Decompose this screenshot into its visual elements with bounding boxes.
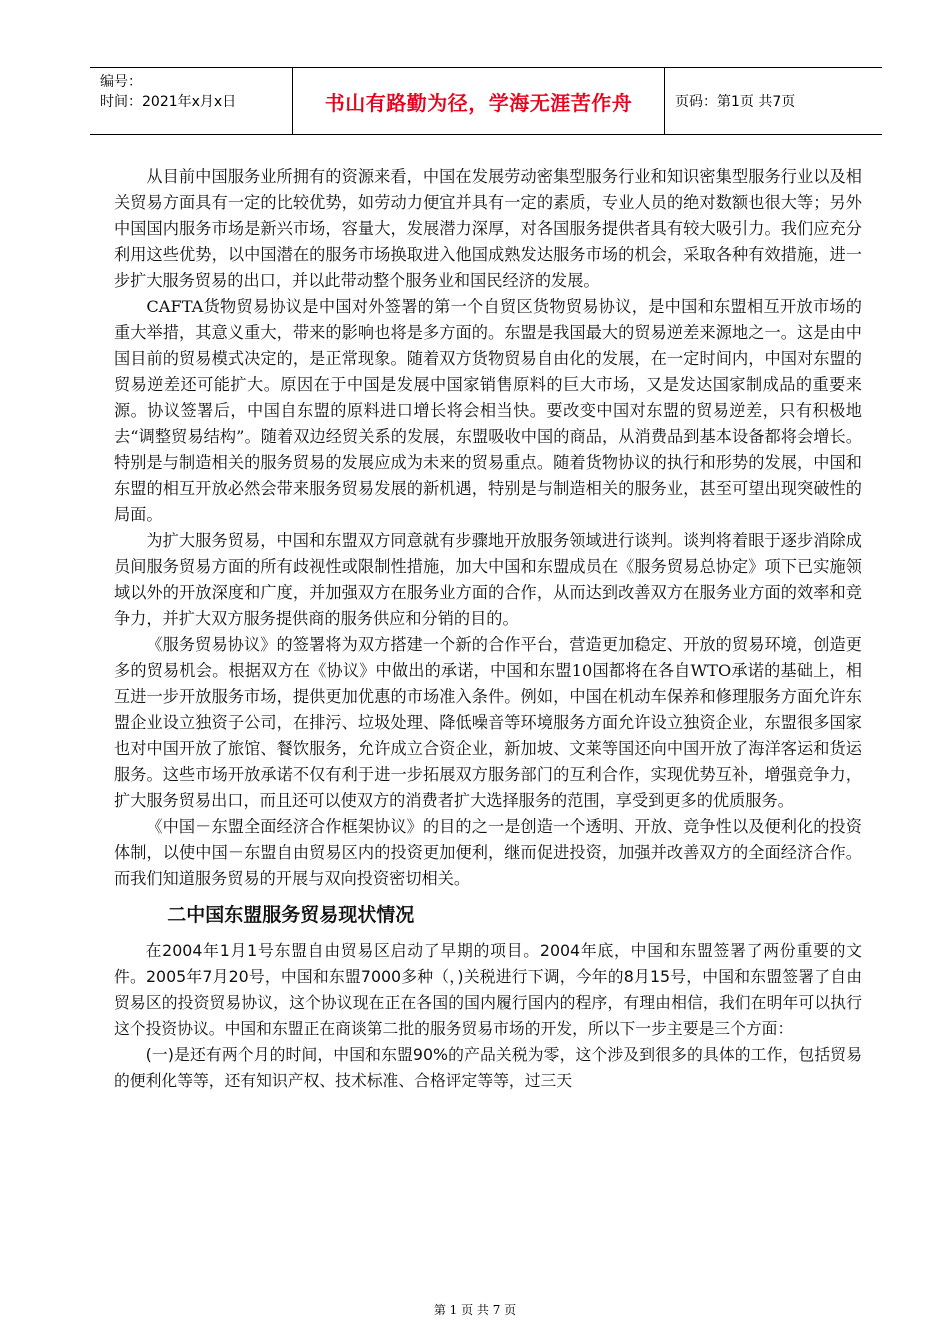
- section-heading: 二中国东盟服务贸易现状情况: [167, 904, 415, 926]
- paragraph-6: 在2004年1月1号东盟自由贸易区启动了早期的项目。2004年底，中国和东盟签署了两份重要的文件。2005年7月20号，中国和东盟7000多种（，)关税进行下调，今年的8月15号，中国和东盟签署了自由贸易区的投资贸易协议，这个协议现在正在各国的国内履行国内的程序，有理由相信，我们在明年可以执行这个投资协议。中国和东盟正在商谈第二批的服务贸易市场的开发，所以下一步主要是三个方面：: [114, 941, 862, 1038]
- paragraph-7: (一)是还有两个月的时间，中国和东盟90%的产品关税为零，这个涉及到很多的具体的工作，包括贸易的便利化等等，还有知识产权、技术标准、合格评定等等，过三天: [114, 1045, 862, 1090]
- document-time-label: 时间：2021年x月x日: [100, 94, 237, 110]
- page-header: [90, 67, 882, 135]
- header-meta: [90, 68, 293, 134]
- document-body: [114, 164, 862, 1094]
- paragraph-1: 从目前中国服务业所拥有的资源来看，中国在发展劳动密集型服务行业和知识密集型服务行业以及相关贸易方面具有一定的比较优势，如劳动力便宜并具有一定的素质，专业人员的绝对数额也很大等；另外中国国内服务市场是新兴市场，容量大，发展潜力深厚，对各国服务提供者具有较大吸引力。我们应充分利用这些优势，以中国潜在的服务市场换取进入他国成熟发达服务市场的机会，采取各种有效措施，进一步扩大服务贸易的出口，并以此带动整个服务业和国民经济的发展。: [114, 167, 862, 290]
- header-motto: 书山有路勤为径，学海无涯苦作舟: [293, 68, 665, 134]
- header-page-number: 页码：第1页 共7页: [675, 94, 796, 110]
- paragraph-3: 为扩大服务贸易，中国和东盟双方同意就有步骤地开放服务领域进行谈判。谈判将着眼于逐步消除成员间服务贸易方面的所有歧视性或限制性措施，加大中国和东盟成员在《服务贸易总协定》项下已实施领域以外的开放深度和广度，并加强双方在服务业方面的合作，从而达到改善双方在服务业方面的效率和竞争力，并扩大双方服务提供商的服务供应和分销的目的。: [114, 531, 862, 628]
- paragraph-2: CAFTA货物贸易协议是中国对外签署的第一个自贸区货物贸易协议，是中国和东盟相互开放市场的重大举措，其意义重大，带来的影响也将是多方面的。东盟是我国最大的贸易逆差来源地之一。这是由中国目前的贸易模式决定的，是正常现象。随着双方货物贸易自由化的发展，在一定时间内，中国对东盟的贸易逆差还可能扩大。原因在于中国是发展中国家销售原料的巨大市场，又是发达国家制成品的重要来源。协议签署后，中国自东盟的原料进口增长将会相当快。要改变中国对东盟的贸易逆差，只有积极地去“调整贸易结构”。随着双边经贸关系的发展，东盟吸收中国的商品，从消费品到基本设备都将会增长。特别是与制造相关的服务贸易的发展应成为未来的贸易重点。随着货物协议的执行和形势的发展，中国和东盟的相互开放必然会带来服务贸易发展的新机遇，特别是与制造相关的服务业，甚至可望出现突破性的局面。: [114, 297, 862, 524]
- paragraph-4: 《服务贸易协议》的签署将为双方搭建一个新的合作平台，营造更加稳定、开放的贸易环境，创造更多的贸易机会。根据双方在《协议》中做出的承诺，中国和东盟10国都将在各自WTO承诺的基础上，相互进一步开放服务市场，提供更加优惠的市场准入条件。例如，中国在机动车保养和修理服务方面允许东盟企业设立独资子公司，在排污、垃圾处理、降低噪音等环境服务方面允许设立独资企业，东盟很多国家也对中国开放了旅馆、餐饮服务，允许成立合资企业，新加坡、文莱等国还向中国开放了海洋客运和货运服务。这些市场开放承诺不仅有利于进一步拓展双方服务部门的互利合作，实现优势互补，增强竞争力，扩大服务贸易出口，而且还可以使双方的消费者扩大选择服务的范围，享受到更多的优质服务。: [114, 635, 862, 810]
- paragraph-5: 《中国－东盟全面经济合作框架协议》的目的之一是创造一个透明、开放、竞争性以及便利化的投资体制，以使中国－东盟自由贸易区内的投资更加便利，继而促进投资，加强并改善双方的全面经济合作。而我们知道服务贸易的开展与双向投资密切相关。: [114, 817, 862, 888]
- document-number-label: 编号：: [100, 74, 142, 90]
- page-footer: 第 1 页 共 7 页: [433, 1303, 517, 1317]
